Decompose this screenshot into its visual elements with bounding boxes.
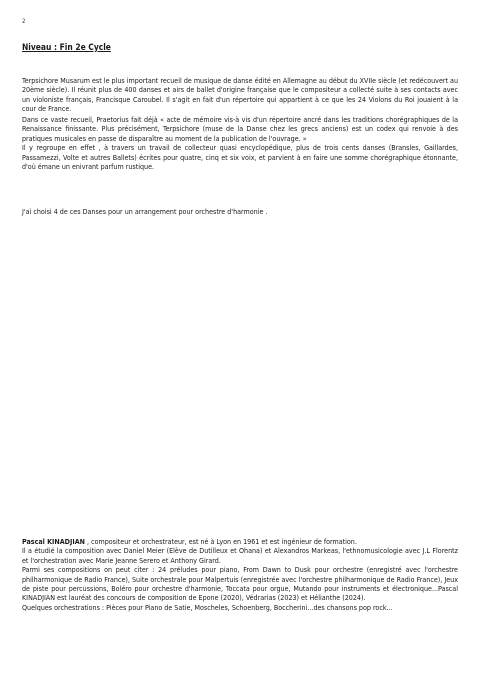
description-continuation: Il y regroupe en effet , à travers un travail de collecteur quasi encyclopédique, plus de trois cents danses (Bransles, Gaillardes, Passamezzi, Volte et autres Ballets) écrites pour quatre, cinq et six voix, et parvient à en faire une somme chorégraphique étonnante, d'où émane un enivrant parfum rustique. [22, 143, 458, 172]
description-quote: Dans ce vaste recueil, Praetorius fait déjà « acte de mémoire vis-à vis d'un répertoire ancré dans les traditions chorégraphiques de la Renaissance finissante. Plus précisément, Terpsichore (muse de la Danse chez les grecs anciens) est un codex qui renvoie à des pratiques musicales en passe de disparaître au moment de la publication de l'ouvrage. » [22, 115, 458, 143]
bio-intro-line: , compositeur et orchestrateur, est né à Lyon en 1961 et est ingénieur de formation. [85, 537, 357, 546]
bio-orchestrations: Quelques orchestrations : Pièces pour Piano de Satie, Moscheles, Schoenberg, Boccherini...des chansons pop rock... [22, 602, 393, 612]
bio-compositions: Parmi ses compositions on peut citer : 24 préludes pour piano, From Dawn to Dusk pour orchestre (enregistré avec l'orchestre philharmonique de Radio France), Suite orchestrale pour Malpertuis (enregistrée avec l'orchestre philharmonique de Radio France), Jeux de piste pour percussions, Boléro pour orchestre d'harmonie, Toccata pour orgue, Mutando pour instruments et électronique...Pascal KINADJIAN est lauréat des concours de composition de Epone (2020), Védrarias (2023) et Hélianthe (2024). [22, 565, 458, 603]
intro-paragraph: Terpsichore Musarum est le plus important recueil de musique de danse édité en Allemagne au début du XVIIe siècle (et redécouvert au 20ème siècle). Il réunit plus de 400 danses et airs de ballet d'origine française que le compositeur a collecté suite à ses contacts avec un violoniste français, Francisque Caroubel. Il s'agit en fait d'un répertoire qui appartient à ce que les 24 Violons du Roi jouaient à la cour de France. [22, 76, 458, 114]
arrangement-note: J'ai choisi 4 de ces Danses pour un arrangement pour orchestre d'harmonie . [22, 207, 268, 216]
composer-biography [22, 537, 458, 612]
description-paragraph [22, 115, 458, 171]
level-heading: Niveau : Fin 2e Cycle [22, 42, 111, 52]
page-number: 2 [22, 18, 26, 25]
composer-name: Pascal KINADJIAN [22, 537, 86, 546]
bio-studies: Il a étudié la composition avec Daniel Meier (Elève de Dutilleux et Ohana) et Alexandros Markeas, l'ethnomusicologie avec J.L Florentz et l'orchestration avec Marie Jeanne Serero et Anthony Girard. [22, 546, 458, 565]
